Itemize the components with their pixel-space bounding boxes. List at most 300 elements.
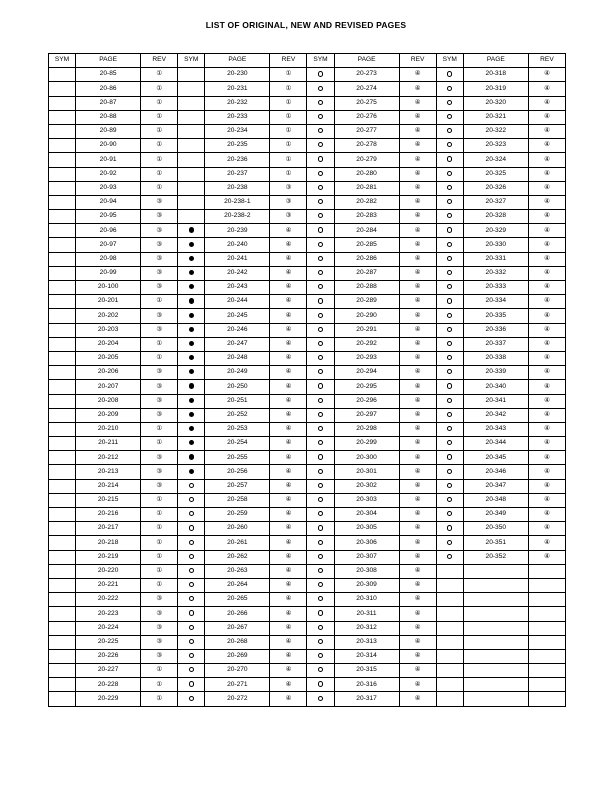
cell-page-number: 20-235 [205,139,270,153]
cell-revision [141,167,178,181]
cell-revision [141,621,178,635]
cell-page-number: 20-288 [334,281,399,295]
open-circle-icon [447,256,452,261]
cell-revision [528,536,565,550]
cell-sym [307,649,334,663]
circled-revision-number: ④ [285,496,292,504]
table-head [49,54,566,68]
cell-revision [141,536,178,550]
cell-revision [141,139,178,153]
cell-revision [141,394,178,408]
cell-sym [178,295,205,309]
cell-sym [307,451,334,465]
cell-revision [270,664,307,678]
cell-revision [270,96,307,110]
cell-revision [270,323,307,337]
cell-page-number: 20-95 [76,210,141,224]
circled-revision-number: ④ [544,425,550,433]
cell-revision [141,68,178,82]
circled-revision-number: ③ [156,212,163,220]
cell-page-number [463,607,528,621]
circled-revision-number: ④ [414,269,421,277]
cell-page-number: 20-251 [205,394,270,408]
open-circle-icon [318,582,323,587]
open-circle-icon [318,313,323,318]
cell-sym [307,266,334,280]
cell-page-number: 20-264 [205,578,270,592]
cell-sym [49,593,76,607]
circled-revision-number: ① [156,141,163,149]
open-circle-icon [318,86,323,91]
cell-sym [49,153,76,167]
column-header-page-1: PAGE [76,54,141,68]
cell-revision [141,124,178,138]
cell-revision [270,465,307,479]
table-row [49,238,566,252]
table-row [49,479,566,493]
cell-page-number: 20-239 [205,224,270,238]
cell-revision [528,124,565,138]
table-row [49,607,566,621]
open-circle-icon [318,227,323,232]
cell-page-number: 20-85 [76,68,141,82]
cell-revision [528,96,565,110]
cell-page-number: 20-223 [76,607,141,621]
open-circle-icon [318,639,323,644]
circled-revision-number: ④ [285,567,292,575]
open-circle-icon [447,86,452,91]
cell-sym [49,508,76,522]
cell-sym [307,323,334,337]
circled-revision-number: ① [156,169,163,177]
open-circle-icon [447,511,452,516]
open-circle-icon [447,227,452,232]
open-circle-icon [447,483,452,488]
circled-revision-number: ① [156,127,163,135]
circled-revision-number: ① [156,425,163,433]
cell-revision [141,493,178,507]
circled-revision-number: ③ [156,269,163,277]
cell-revision [141,238,178,252]
cell-sym [307,394,334,408]
circled-revision-number: ④ [544,354,550,362]
table-row [49,649,566,663]
cell-sym [307,139,334,153]
table-row [49,181,566,195]
table-row [49,408,566,422]
cell-page-number: 20-240 [205,238,270,252]
cell-revision [528,422,565,436]
circled-revision-number: ① [156,340,163,348]
cell-page-number: 20-230 [205,68,270,82]
open-circle-icon [189,554,194,559]
circled-revision-number: ④ [414,666,421,674]
cell-revision [399,195,436,209]
cell-sym [436,408,463,422]
circled-revision-number: ① [156,70,163,78]
cell-sym [307,238,334,252]
cell-page-number: 20-221 [76,578,141,592]
cell-page-number: 20-232 [205,96,270,110]
table-row [49,309,566,323]
cell-sym [49,380,76,394]
cell-sym [49,422,76,436]
circled-revision-number: ③ [156,311,163,319]
cell-revision [270,224,307,238]
circled-revision-number: ④ [414,652,421,660]
circled-revision-number: ③ [156,637,163,645]
cell-sym [49,224,76,238]
table-row [49,380,566,394]
open-circle-icon [318,653,323,658]
circled-revision-number: ④ [414,538,421,546]
open-circle-icon [189,610,194,615]
circled-revision-number: ① [156,98,163,106]
cell-page-number: 20-245 [205,309,270,323]
circled-revision-number: ④ [544,183,550,191]
cell-sym [436,337,463,351]
circled-revision-number: ③ [156,283,163,291]
cell-revision [270,181,307,195]
cell-sym [436,167,463,181]
circled-revision-number: ④ [414,481,421,489]
cell-page-number: 20-215 [76,493,141,507]
cell-sym [436,181,463,195]
open-circle-icon [318,426,323,431]
cell-page-number: 20-352 [463,550,528,564]
open-circle-icon [318,100,323,105]
cell-revision [270,508,307,522]
circled-revision-number: ① [156,496,163,504]
open-circle-icon [447,100,452,105]
circled-revision-number: ④ [285,340,292,348]
cell-sym [178,68,205,82]
cell-revision [399,124,436,138]
cell-page-number: 20-93 [76,181,141,195]
cell-sym [49,337,76,351]
open-circle-icon [318,568,323,573]
circled-revision-number: ① [156,524,163,532]
cell-revision [528,82,565,96]
cell-sym [436,493,463,507]
cell-page-number [463,621,528,635]
cell-sym [307,437,334,451]
open-circle-icon [318,298,323,303]
circled-revision-number: ④ [544,510,550,518]
cell-sym [307,692,334,706]
cell-revision [141,607,178,621]
column-header-rev-2: REV [270,54,307,68]
open-circle-icon [318,454,323,459]
cell-sym [436,536,463,550]
circled-revision-number: ④ [544,226,550,234]
table-row [49,210,566,224]
cell-sym [178,578,205,592]
cell-page-number: 20-344 [463,437,528,451]
circled-revision-number: ④ [414,254,421,262]
cell-sym [307,607,334,621]
cell-page-number: 20-295 [334,380,399,394]
cell-page-number: 20-86 [76,82,141,96]
cell-page-number: 20-87 [76,96,141,110]
cell-revision [270,266,307,280]
cell-revision [399,678,436,692]
circled-revision-number: ④ [285,269,292,277]
circled-revision-number: ④ [285,680,292,688]
cell-sym [178,635,205,649]
cell-revision [399,238,436,252]
cell-page-number: 20-322 [463,124,528,138]
circled-revision-number: ④ [414,198,421,206]
circled-revision-number: ④ [285,226,292,234]
open-circle-icon [318,625,323,630]
cell-sym [436,195,463,209]
cell-sym [436,649,463,663]
cell-sym [178,195,205,209]
cell-sym [307,195,334,209]
cell-revision [528,351,565,365]
filled-circle-icon [189,412,194,417]
open-circle-icon [447,199,452,204]
cell-revision [270,252,307,266]
circled-revision-number: ③ [156,453,163,461]
open-circle-icon [318,369,323,374]
cell-page-number: 20-307 [334,550,399,564]
cell-sym [307,124,334,138]
cell-page-number: 20-269 [205,649,270,663]
cell-page-number: 20-313 [334,635,399,649]
circled-revision-number: ④ [544,113,550,121]
filled-circle-icon [189,426,194,431]
cell-revision [270,167,307,181]
cell-page-number: 20-316 [334,678,399,692]
cell-revision [270,153,307,167]
cell-sym [178,323,205,337]
circled-revision-number: ④ [285,467,292,475]
cell-revision [270,578,307,592]
cell-page-number: 20-213 [76,465,141,479]
cell-sym [49,465,76,479]
filled-circle-icon [189,469,194,474]
cell-sym [436,366,463,380]
open-circle-icon [318,412,323,417]
cell-revision [528,210,565,224]
circled-revision-number: ④ [414,212,421,220]
cell-revision [399,266,436,280]
table-row [49,522,566,536]
cell-sym [49,124,76,138]
cell-page-number: 20-216 [76,508,141,522]
open-circle-icon [189,568,194,573]
cell-sym [178,351,205,365]
cell-page-number: 20-226 [76,649,141,663]
cell-revision [270,110,307,124]
table-row [49,621,566,635]
circled-revision-number: ④ [285,283,292,291]
open-circle-icon [318,596,323,601]
circled-revision-number: ④ [414,524,421,532]
circled-revision-number: ④ [414,396,421,404]
cell-revision [270,593,307,607]
open-circle-icon [447,369,452,374]
cell-sym [307,366,334,380]
cell-revision [141,649,178,663]
open-circle-icon [318,284,323,289]
page-title: LIST OF ORIGINAL, NEW AND REVISED PAGES [205,20,407,30]
cell-revision [399,692,436,706]
cell-revision [399,437,436,451]
table-row [49,124,566,138]
open-circle-icon [318,242,323,247]
cell-revision [141,451,178,465]
cell-page-number: 20-100 [76,281,141,295]
cell-page-number [463,593,528,607]
cell-page-number: 20-341 [463,394,528,408]
cell-page-number: 20-280 [334,167,399,181]
circled-revision-number: ③ [156,467,163,475]
cell-revision [270,493,307,507]
cell-page-number: 20-305 [334,522,399,536]
cell-revision [528,508,565,522]
open-circle-icon [318,327,323,332]
cell-revision [528,153,565,167]
cell-revision [399,451,436,465]
cell-sym [49,195,76,209]
column-header-sym-1: SYM [49,54,76,68]
cell-page-number: 20-293 [334,351,399,365]
table-row [49,422,566,436]
column-header-page-2: PAGE [205,54,270,68]
circled-revision-number: ④ [544,283,550,291]
cell-revision [399,153,436,167]
cell-page-number: 20-296 [334,394,399,408]
cell-sym [307,550,334,564]
cell-page-number: 20-285 [334,238,399,252]
cell-revision [141,309,178,323]
table-row [49,266,566,280]
cell-revision [399,337,436,351]
circled-revision-number: ④ [544,496,550,504]
cell-revision [141,408,178,422]
cell-sym [436,550,463,564]
cell-page-number: 20-294 [334,366,399,380]
cell-page-number: 20-338 [463,351,528,365]
circled-revision-number: ④ [544,552,550,560]
cell-page-number: 20-284 [334,224,399,238]
circled-revision-number: ④ [285,652,292,660]
cell-page-number: 20-211 [76,437,141,451]
circled-revision-number: ④ [544,524,550,532]
cell-page-number: 20-238-2 [205,210,270,224]
cell-sym [178,394,205,408]
cell-sym [307,181,334,195]
cell-sym [307,153,334,167]
filled-circle-icon [189,227,194,232]
cell-sym [178,124,205,138]
circled-revision-number: ④ [544,467,550,475]
circled-revision-number: ④ [414,581,421,589]
open-circle-icon [318,156,323,161]
circled-revision-number: ④ [414,141,421,149]
cell-page-number: 20-282 [334,195,399,209]
open-circle-icon [189,511,194,516]
cell-page-number: 20-324 [463,153,528,167]
cell-revision [270,437,307,451]
cell-page-number: 20-246 [205,323,270,337]
cell-page-number: 20-339 [463,366,528,380]
cell-page-number: 20-209 [76,408,141,422]
cell-page-number: 20-333 [463,281,528,295]
cell-sym [49,451,76,465]
circled-revision-number: ④ [414,439,421,447]
table-row [49,167,566,181]
cell-sym [49,366,76,380]
circled-revision-number: ③ [156,198,163,206]
open-circle-icon [447,341,452,346]
column-header-sym-2: SYM [178,54,205,68]
cell-revision [141,593,178,607]
circled-revision-number: ④ [414,595,421,603]
circled-revision-number: ④ [414,567,421,575]
cell-revision [141,266,178,280]
open-circle-icon [318,185,323,190]
cell-sym [178,621,205,635]
circled-revision-number: ④ [544,98,550,106]
cell-page-number: 20-224 [76,621,141,635]
open-circle-icon [318,398,323,403]
cell-page-number [463,678,528,692]
circled-revision-number: ④ [285,396,292,404]
table-row [49,366,566,380]
cell-page-number: 20-329 [463,224,528,238]
cell-revision [399,536,436,550]
cell-page-number: 20-203 [76,323,141,337]
open-circle-icon [447,270,452,275]
cell-page-number: 20-210 [76,422,141,436]
circled-revision-number: ① [156,354,163,362]
cell-page-number: 20-310 [334,593,399,607]
circled-revision-number: ④ [285,552,292,560]
cell-page-number: 20-99 [76,266,141,280]
circled-revision-number: ① [285,84,292,92]
circled-revision-number: ④ [285,254,292,262]
open-circle-icon [447,412,452,417]
cell-sym [307,621,334,635]
cell-page-number: 20-289 [334,295,399,309]
cell-page-number: 20-270 [205,664,270,678]
open-circle-icon [318,667,323,672]
cell-revision [399,82,436,96]
open-circle-icon [318,681,323,686]
cell-sym [178,224,205,238]
cell-revision [270,522,307,536]
table-row [49,465,566,479]
cell-page-number: 20-206 [76,366,141,380]
cell-page-number: 20-268 [205,635,270,649]
cell-sym [436,68,463,82]
cell-page-number: 20-217 [76,522,141,536]
circled-revision-number: ④ [414,425,421,433]
cell-revision [399,309,436,323]
circled-revision-number: ③ [156,240,163,248]
cell-revision [528,238,565,252]
circled-revision-number: ③ [156,609,163,617]
cell-sym [307,493,334,507]
circled-revision-number: ① [156,552,163,560]
circled-revision-number: ③ [156,226,163,234]
open-circle-icon [447,284,452,289]
cell-sym [307,337,334,351]
